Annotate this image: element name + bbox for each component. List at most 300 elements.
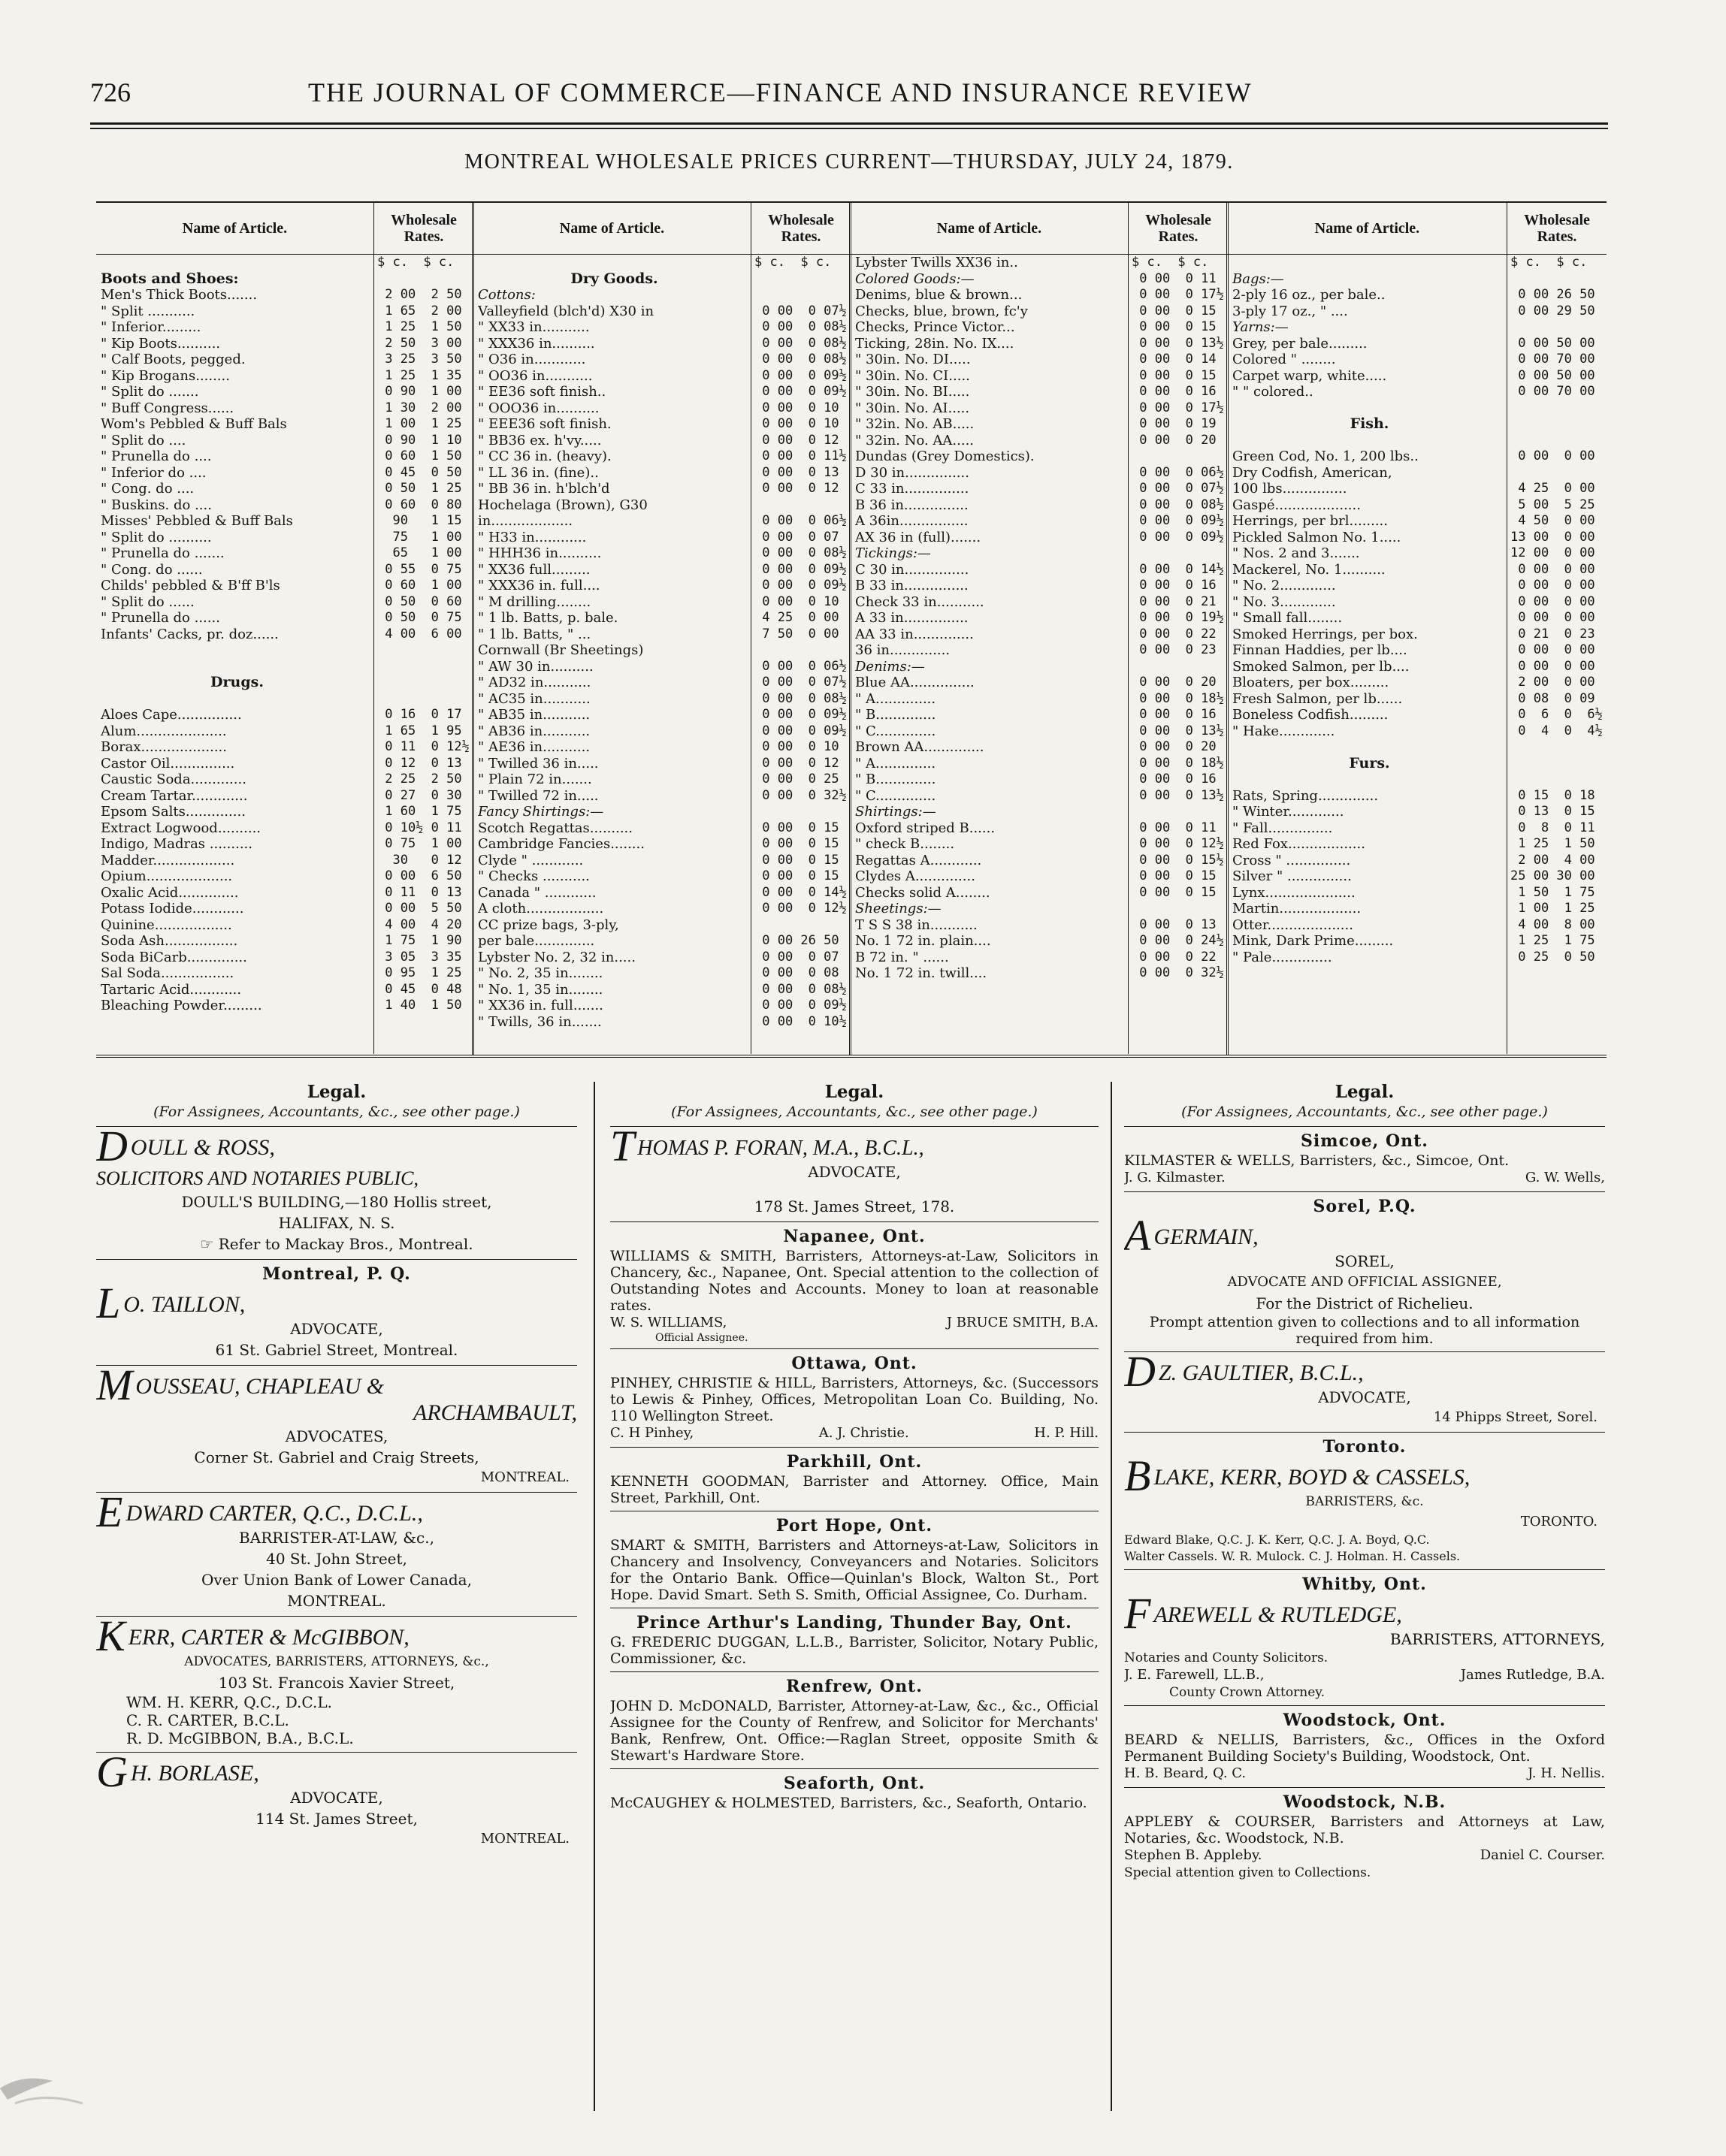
article-name: Mink, Dark Prime......... (1232, 933, 1394, 949)
article-name: Boneless Codfish......... (1232, 707, 1389, 723)
article-rate: 0 00 0 10 (754, 593, 839, 609)
article-rate: 0 8 0 11 (1510, 820, 1595, 835)
subsection-heading: Shirtings:— (855, 804, 936, 820)
article-name: B 36 in............... (855, 497, 969, 513)
article-rate (374, 271, 473, 288)
article-name: " OO36 in........... (478, 367, 593, 384)
article-name: " Buskins. do .... (101, 497, 212, 513)
article-name: Checks, blue, brown, fc'y (855, 303, 1028, 319)
article-rate: 0 00 0 00 (1510, 642, 1595, 657)
article-name: " 30in. No. AI..... (855, 400, 970, 416)
firm-name (96, 1747, 577, 1796)
firm-title: ADVOCATE AND OFFICIAL ASSIGNEE, (1227, 1274, 1502, 1290)
page-header (90, 77, 1608, 111)
article-rate: 0 00 29 50 (1510, 303, 1595, 319)
article-name: " Kip Brogans........ (101, 367, 230, 384)
article-name: " Hake............. (1232, 723, 1335, 739)
firm-title: ADVOCATES, (285, 1427, 388, 1445)
article-rate: 0 50 0 60 (377, 593, 462, 609)
article-name: " No. 1, 35 in........ (478, 981, 603, 998)
article-rate: 0 00 0 13½ (1132, 787, 1224, 803)
article-name (101, 659, 373, 675)
article-rate: $ c. $ c. (1132, 255, 1209, 270)
article-name: Canada " ............ (478, 884, 597, 901)
firm-name (96, 1611, 577, 1660)
article-name: Cream Tartar............. (101, 787, 248, 804)
article-rate: 4 25 0 00 (1510, 481, 1595, 496)
article-name: Aloes Cape............... (101, 707, 242, 723)
article-name: " 1 lb. Batts, " ... (478, 626, 591, 642)
partner-title: Official Assignee. (655, 1332, 748, 1344)
city-heading: Parkhill, Ont. (786, 1452, 923, 1472)
article-name: Checks solid A........ (855, 884, 990, 901)
article-rate: 0 00 0 15 (754, 836, 839, 851)
article-rate: 0 50 0 75 (377, 610, 462, 625)
city-heading: Toronto. (1322, 1437, 1407, 1457)
article-name: Martin................... (1232, 901, 1362, 916)
article-name: " CC 36 in. (heavy). (478, 448, 612, 464)
article-rate: 4 00 8 00 (1510, 916, 1595, 932)
article-rate (1507, 772, 1607, 788)
drop-initial: G (96, 1747, 128, 1796)
article-name: " Split do .......... (101, 529, 212, 545)
article-rates (1507, 255, 1607, 1054)
article-rate: 0 00 0 06½ (1132, 464, 1224, 480)
article-rate: 0 00 0 15½ (1132, 852, 1224, 868)
article-rate: 1 25 1 50 (377, 319, 462, 334)
firm-name (96, 1360, 577, 1409)
article-rate: 0 00 0 15 (1132, 884, 1217, 900)
article-rate: 0 00 0 09½ (754, 561, 847, 577)
article-name: No. 1 72 in. twill.... (855, 965, 987, 981)
city-heading: Renfrew, Ont. (786, 1677, 923, 1696)
article-name: " XXX36 in.......... (478, 335, 595, 352)
partner-name: H. B. Beard, Q. C. (1124, 1765, 1247, 1781)
article-name: " Pale.............. (1232, 949, 1332, 965)
prices-table (96, 201, 1607, 1058)
article-rate: 0 00 0 20 (1132, 675, 1217, 690)
article-rate: 0 25 0 50 (1510, 949, 1595, 965)
article-name: 100 lbs............... (1232, 481, 1347, 497)
article-rate: 0 00 0 11 (1132, 820, 1217, 835)
article-name: Checks, Prince Victor... (855, 319, 1015, 335)
article-name: " 32in. No. AB..... (855, 416, 975, 432)
article-name: " XX33 in........... (478, 319, 590, 335)
article-rate: 0 90 1 10 (377, 432, 462, 448)
article-rate (374, 691, 473, 708)
article-rate: 0 00 0 00 (1510, 561, 1595, 577)
article-name: " Split do ....... (101, 384, 199, 400)
wholesale-rates-header: Wholesale Rates. (1145, 212, 1211, 245)
article-name: Men's Thick Boots....... (101, 287, 258, 303)
page-number: 726 (90, 77, 131, 107)
article-rate: 0 00 0 15 (1132, 303, 1217, 319)
article-name: Soda BiCarb.............. (101, 949, 247, 965)
article-rate: 0 45 0 50 (377, 464, 462, 480)
article-rate: 1 60 1 75 (377, 804, 462, 819)
article-rate (374, 642, 473, 659)
article-name: Green Cod, No. 1, 200 lbs.. (1232, 448, 1419, 464)
firm-address: 61 St. Gabriel Street, Montreal. (215, 1341, 458, 1359)
article-name (478, 255, 751, 271)
article-names (1228, 255, 1507, 1054)
article-name: Quinine.................. (101, 916, 232, 933)
article-name: " Prunella do ...... (101, 610, 220, 626)
article-rate: 0 00 26 50 (754, 933, 839, 948)
subsection-heading: Colored Goods:— (855, 270, 975, 287)
article-name: Misses' Pebbled & Buff Bals (101, 513, 293, 529)
legal-heading: Legal. (307, 1082, 367, 1102)
article-rate: 0 00 0 16 (1132, 578, 1217, 593)
partner-name: R. D. McGIBBON, B.A., B.C.L. (126, 1729, 354, 1747)
divider (96, 1492, 577, 1493)
firm-name-text: GERMAIN, (1153, 1224, 1259, 1249)
article-rate: 4 00 6 00 (377, 626, 462, 642)
firm-listing: KILMASTER & WELLS, Barristers, &c., Simcoe, Ont. (1124, 1152, 1510, 1169)
article-name: " Twills, 36 in....... (478, 1013, 602, 1030)
article-rate: 0 00 0 15 (754, 868, 839, 883)
firm-listing: BEARD & NELLIS, Barristers, &c., Offices in the Oxford Permanent Building Society's Building, Woodstock, Ont. (1124, 1732, 1605, 1765)
article-rate: 0 00 0 32½ (754, 787, 847, 803)
article-rate: 0 00 0 08 (754, 965, 839, 980)
article-name: Check 33 in........... (855, 593, 984, 610)
article-rate: 1 25 1 35 (377, 367, 462, 383)
article-name: Blue AA............... (855, 675, 975, 690)
article-name-header: Name of Article. (96, 203, 374, 254)
article-rate: 0 00 70 00 (1510, 352, 1595, 367)
firm-partners (1124, 1666, 1605, 1684)
article-rate: 0 13 0 15 (1510, 804, 1595, 819)
column-divider (594, 1082, 595, 2111)
article-rates (374, 255, 473, 1054)
article-name: " Buff Congress...... (101, 400, 234, 416)
article-rate (1507, 319, 1607, 336)
article-name: A cloth.................. (478, 901, 604, 916)
firm-title: ADVOCATE, (290, 1320, 383, 1338)
article-rate: 0 00 0 17½ (1132, 400, 1224, 415)
article-rate: 0 00 0 10 (754, 416, 839, 431)
divider (96, 1616, 577, 1617)
article-name: " Small fall........ (1232, 610, 1343, 626)
article-name: Smoked Salmon, per lb.... (1232, 658, 1410, 675)
subsection-heading: Bags:— (1232, 270, 1284, 287)
firm-listing: McCAUGHEY & HOLMESTED, Barristers, &c., Seaforth, Ontario. (610, 1795, 1087, 1811)
article-name: Oxford striped B...... (855, 820, 996, 836)
firm-name-text: Z. GAULTIER, B.C.L., (1158, 1360, 1364, 1385)
firm-name (96, 1279, 577, 1327)
divider (96, 1126, 577, 1127)
firm-city: MONTREAL. (480, 1831, 570, 1846)
article-name: " Cong. do ...... (101, 561, 203, 578)
article-rate: 0 95 1 25 (377, 965, 462, 980)
article-rate: 0 00 0 15 (754, 852, 839, 868)
article-name: Oxalic Acid.............. (101, 884, 239, 901)
article-name (1232, 739, 1507, 756)
article-rate: 2 50 3 00 (377, 335, 462, 351)
article-name: Alum..................... (101, 723, 227, 739)
legal-column-3 (1124, 1082, 1605, 2126)
firm-note: Prompt attention given to collections and to all information required from him. (1149, 1314, 1580, 1347)
city-heading: Sorel, P.Q. (1313, 1197, 1416, 1216)
firm-description: Notaries and County Solicitors. (1124, 1650, 1329, 1665)
article-name (1232, 433, 1507, 449)
article-name-header: Name of Article. (473, 203, 751, 254)
divider (1124, 1705, 1605, 1706)
section-heading: Dry Goods. (570, 270, 658, 287)
article-name: Clyde " ............ (478, 852, 584, 868)
column-divider (1111, 1082, 1112, 2111)
firm-partners (610, 1424, 1099, 1442)
firm-title: ADVOCATE, (290, 1789, 383, 1807)
article-name: Brown AA.............. (855, 739, 984, 755)
article-rate: 0 00 0 00 (1510, 448, 1595, 464)
partner-name: C. R. CARTER, B.C.L. (126, 1711, 289, 1729)
legal-column-2 (610, 1082, 1099, 2126)
article-rate: 3 25 3 50 (377, 352, 462, 367)
article-name: Fresh Salmon, per lb...... (1232, 690, 1403, 707)
article-name: Gaspé.................... (1232, 497, 1361, 513)
subsection-heading: Cottons: (478, 287, 536, 303)
article-rate: 0 21 0 23 (1510, 626, 1595, 642)
divider (1124, 1191, 1605, 1192)
article-rate: 2 25 2 50 (377, 772, 462, 787)
firm-reference: ☞ Refer to Mackay Bros., Montreal. (200, 1235, 473, 1253)
article-name: Silver " ............... (1232, 868, 1352, 884)
article-name: " HHH36 in.......... (478, 545, 602, 561)
city-heading: Woodstock, N.B. (1283, 1792, 1446, 1812)
article-rate (1507, 756, 1607, 772)
article-rate: 0 00 0 07 (754, 529, 839, 545)
article-name: Finnan Haddies, per lb.... (1232, 642, 1407, 658)
article-name: " " colored.. (1232, 384, 1313, 400)
drop-initial: L (96, 1279, 121, 1327)
article-rate: 0 00 0 08½ (754, 352, 847, 367)
article-name: 36 in.............. (855, 642, 951, 658)
article-name: No. 1 72 in. plain.... (855, 933, 991, 949)
article-name: Cross " ............... (1232, 852, 1351, 868)
article-rate: 75 1 00 (377, 529, 462, 545)
firm-name-text: DWARD CARTER, Q.C., D.C.L., (125, 1501, 423, 1526)
article-rate: 0 00 0 20 (1132, 739, 1217, 754)
divider (1124, 1126, 1605, 1127)
article-rate: 1 25 1 75 (1510, 933, 1595, 948)
article-name: " Split do ...... (101, 593, 195, 610)
article-rate: 0 00 0 08½ (1132, 497, 1224, 512)
column-header (851, 203, 1228, 255)
article-name: " Nos. 2 and 3....... (1232, 545, 1360, 561)
article-rate (751, 804, 851, 820)
article-rate: 0 00 0 15 (1132, 319, 1217, 334)
article-rate: 0 00 0 15 (754, 820, 839, 835)
legal-note: (For Assignees, Accountants, &c., see other page.) (671, 1104, 1038, 1120)
article-rate: 0 00 0 12 (754, 481, 839, 496)
article-name: Mackerel, No. 1.......... (1232, 561, 1386, 578)
article-name: " Plain 72 in....... (478, 772, 592, 787)
article-name: per bale.............. (478, 933, 595, 949)
article-name: " B.............. (855, 707, 936, 723)
drop-initial: E (96, 1487, 123, 1536)
firm-address: 103 St. Francois Xavier Street, (218, 1674, 455, 1692)
article-rate: 0 00 0 00 (1510, 658, 1595, 674)
firm-district: For the District of Richelieu. (1256, 1294, 1474, 1312)
article-name: Lybster No. 2, 32 in..... (478, 949, 636, 965)
divider (1124, 1569, 1605, 1570)
article-name: Denims, blue & brown... (855, 287, 1023, 303)
article-rate: 1 75 1 90 (377, 933, 462, 948)
article-rate: 0 00 50 00 (1510, 367, 1595, 383)
article-name: " Checks ........... (478, 868, 590, 884)
firm-name-text: OULL & ROSS, (130, 1135, 275, 1160)
subsection-heading: Fancy Shirtings:— (478, 804, 604, 820)
article-rate: 1 65 2 00 (377, 303, 462, 319)
article-rate: $ c. $ c. (1510, 255, 1588, 270)
firm-name-text: HOMAS P. FORAN, M.A., B.C.L., (637, 1137, 924, 1160)
article-name: " AE36 in........... (478, 739, 591, 755)
firm-name (96, 1122, 577, 1170)
article-name (101, 642, 373, 659)
article-rate: 0 10½ 0 11 (377, 820, 462, 835)
article-rate: 30 0 12 (377, 852, 462, 868)
firm-title: ADVOCATE, (808, 1163, 901, 1181)
article-rate: 0 60 1 00 (377, 578, 462, 593)
article-rate: 0 00 0 19½ (1132, 610, 1224, 625)
article-rate: 0 00 0 11½ (754, 448, 847, 464)
article-rate: 90 1 15 (377, 513, 462, 528)
article-name: Pickled Salmon No. 1..... (1232, 529, 1401, 545)
article-name: Bleaching Powder......... (101, 998, 262, 1013)
article-rate: 0 00 0 07½ (1132, 481, 1224, 496)
article-rate: 0 00 0 13 (1132, 916, 1217, 932)
article-rate: 0 75 1 00 (377, 836, 462, 851)
firm-name-text: AREWELL & RUTLEDGE, (1153, 1602, 1402, 1627)
article-rate: 2 00 4 00 (1510, 852, 1595, 868)
article-name: " AB35 in........... (478, 707, 591, 723)
firm-city: SOREL, (1335, 1252, 1395, 1270)
article-rate (751, 287, 851, 303)
article-name: Scotch Regattas.......... (478, 820, 633, 836)
firm-title: BARRISTERS, &c. (1305, 1494, 1424, 1509)
article-name: " A.............. (855, 690, 936, 707)
article-rate: 0 00 0 10 (754, 400, 839, 415)
partner-name: H. P. Hill. (1034, 1425, 1099, 1441)
article-name: " M drilling........ (478, 593, 591, 610)
partner-name: James Rutledge, B.A. (1460, 1667, 1605, 1683)
article-rate: 65 1 00 (377, 545, 462, 560)
article-name: " C.............. (855, 787, 936, 804)
article-rate: 0 00 0 21 (1132, 593, 1217, 609)
drop-initial: K (96, 1611, 125, 1660)
article-name: " 30in. No. DI..... (855, 352, 971, 367)
article-rate: 0 00 0 07 (754, 949, 839, 965)
article-rate: 4 50 0 00 (1510, 513, 1595, 528)
article-name: " Inferior......... (101, 319, 201, 335)
divider (96, 1365, 577, 1366)
article-rate: 0 00 0 16 (1132, 384, 1217, 399)
article-rate: 0 00 0 20 (1132, 432, 1217, 448)
article-name: " 32in. No. AA..... (855, 432, 975, 448)
divider (610, 1671, 1099, 1672)
prices-title: MONTREAL WHOLESALE PRICES CURRENT—THURSDAY, JULY 24, 1879. (464, 150, 1234, 174)
article-rate (374, 659, 473, 675)
article-rate: 0 00 0 16 (1132, 707, 1217, 722)
city-heading: Ottawa, Ont. (791, 1354, 917, 1373)
article-name: " 30in. No. CI..... (855, 367, 970, 384)
article-rate: 25 00 30 00 (1510, 868, 1595, 883)
article-rate: 0 00 0 16 (1132, 772, 1217, 787)
price-column-3 (851, 203, 1228, 1055)
firm-title: ADVOCATES, BARRISTERS, ATTORNEYS, &c., (184, 1654, 489, 1669)
firm-address: 40 St. John Street, (266, 1550, 407, 1568)
drop-initial: D (1124, 1347, 1156, 1396)
article-name: Soda Ash................. (101, 933, 238, 949)
article-rate: 1 00 1 25 (377, 416, 462, 431)
partner-name: J. G. Kilmaster. (1124, 1170, 1226, 1185)
article-name: C 33 in............... (855, 481, 969, 497)
article-rate: 0 00 0 14½ (754, 884, 847, 900)
article-rate: 0 00 0 13 (754, 464, 839, 480)
firm-listing: WILLIAMS & SMITH, Barristers, Attorneys-at-Law, Solicitors in Chancery, &c., Napanee, Ont. Special attention to the collection of Outstanding Notes and Accounts. Money to loan at reasonable rates. (610, 1248, 1099, 1314)
article-name (1232, 255, 1507, 271)
legal-note: (For Assignees, Accountants, &c., see other page.) (153, 1104, 520, 1120)
article-rate: 0 00 0 09½ (1132, 529, 1224, 545)
article-name: T S S 38 in........... (855, 916, 978, 933)
article-name: " check B........ (855, 836, 955, 852)
city-heading: Prince Arthur's Landing, Thunder Bay, Ont. (636, 1613, 1072, 1632)
article-rate: 0 00 0 06½ (754, 658, 847, 674)
article-rate: 0 00 0 00 (1510, 578, 1595, 593)
article-rate: 2 00 0 00 (1510, 675, 1595, 690)
article-name (1232, 772, 1507, 788)
article-rate: 0 27 0 30 (377, 787, 462, 803)
article-rate: 13 00 0 00 (1510, 529, 1595, 545)
firm-name (1124, 1589, 1605, 1638)
article-name: " AW 30 in.......... (478, 658, 594, 675)
article-rate: 0 00 0 18½ (1132, 690, 1224, 706)
partner-names: Walter Cassels. W. R. Mulock. C. J. Holman. H. Cassels. (1124, 1549, 1461, 1563)
divider (1124, 1432, 1605, 1433)
article-rate (1129, 804, 1228, 820)
drop-initial: M (96, 1360, 133, 1409)
article-name: Infants' Cacks, pr. doz...... (101, 626, 279, 642)
article-name: " EE36 soft finish.. (478, 384, 606, 400)
partner-title: County Crown Attorney. (1169, 1685, 1325, 1700)
article-name: Tartaric Acid............ (101, 981, 242, 998)
article-rate: 0 00 0 08½ (754, 981, 847, 997)
city-heading: Simcoe, Ont. (1301, 1131, 1428, 1151)
article-rate: 0 00 0 14 (1132, 352, 1217, 367)
firm-address: Over Union Bank of Lower Canada, (201, 1571, 472, 1589)
article-rate: 0 00 0 25 (754, 772, 839, 787)
article-rate: 0 00 0 09½ (754, 707, 847, 722)
wholesale-rates-header: Wholesale Rates. (768, 212, 834, 245)
page-scan-smudge (0, 2028, 120, 2118)
article-name: Dry Codfish, American, (1232, 464, 1392, 481)
article-name: Childs' pebbled & B'ff B'ls (101, 578, 280, 593)
article-rate (1129, 545, 1228, 562)
firm-address: 114 St. James Street, (255, 1810, 418, 1828)
city-heading: Montreal, P. Q. (262, 1264, 411, 1284)
article-rate: 0 00 0 11 (1132, 270, 1217, 286)
article-name: " OOO36 in.......... (478, 400, 600, 416)
article-name: " Twilled 36 in..... (478, 755, 599, 772)
article-rate: 0 11 0 13 (377, 884, 462, 900)
header-rule (90, 122, 1608, 129)
article-name: " No. 3............. (1232, 593, 1336, 610)
article-rate (751, 642, 851, 659)
article-name: C 30 in............... (855, 561, 969, 578)
drop-initial: D (96, 1122, 128, 1170)
article-rate: 0 00 0 17½ (1132, 287, 1224, 302)
